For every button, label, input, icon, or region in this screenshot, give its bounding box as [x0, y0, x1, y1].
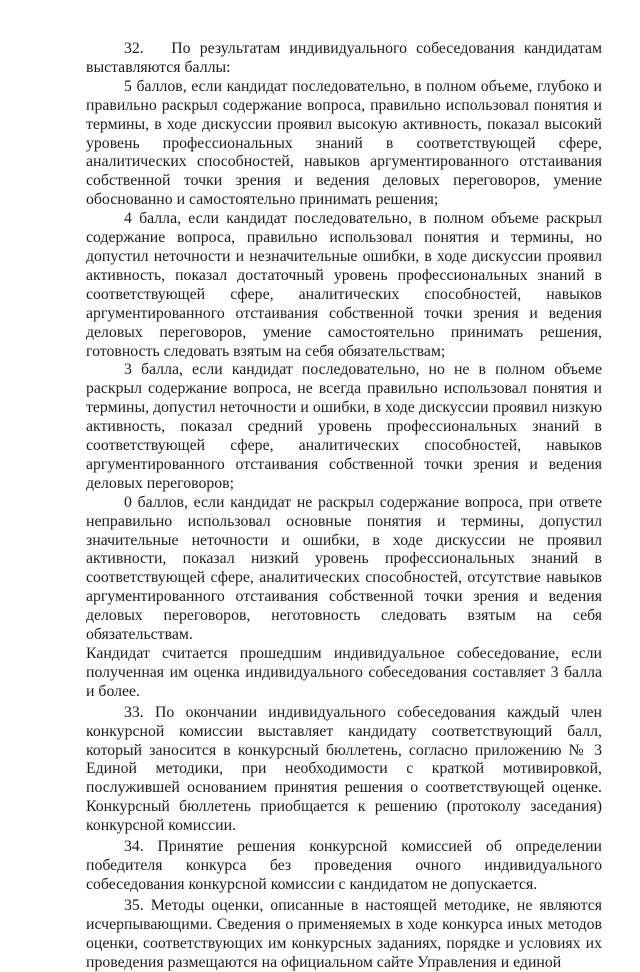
paragraph-pass-condition: Кандидат считается прошедшим индивидуальное собеседование, если полученная им оценка индивидуального собеседования составляет 3 балла и более. — [86, 645, 602, 700]
paragraph-32-intro: 32. По результатам индивидуального собеседования кандидатам выставляются баллы: — [86, 40, 602, 76]
paragraph-score-0: 0 баллов, если кандидат не раскрыл содержание вопроса, при ответе неправильно использовал основные понятия и термины, допустил значительные неточности и ошибки, в ходе дискуссии не проявил активности, показал низкий уровень профессиональных знаний в соответствующей сфере, аналитических способностей, отсутствие навыков аргументированного отстаивания собственной точки зрения и ведения деловых переговоров, неготовность следовать взятым на себя обязательствам. — [86, 493, 602, 644]
paragraph-score-5: 5 баллов, если кандидат последовательно, в полном объеме, глубоко и правильно раскрыл содержание вопроса, правильно использовал понятия и термины, в ходе дискуссии проявил высокую активность, показал высокий уровень профессиональных знаний в соответствующей сфере, аналитических способностей, навыков аргументированного отстаивания собственной точки зрения и ведения деловых переговоров, умение обоснованно и самостоятельно принимать решения; — [86, 77, 602, 209]
paragraph-33: 33. По окончании индивидуального собеседования каждый член конкурсной комиссии выставляет кандидату соответствующий балл, который заносится в конкурсный бюллетень, согласно приложению № 3 Единой методики, при необходимости с краткой мотивировкой, послужившей основанием принятия решения о соответствующей оценке. Конкурсный бюллетень приобщается к решению (протоколу заседания) конкурсной комиссии. — [86, 703, 602, 835]
paragraph-score-3: 3 балла, если кандидат последовательно, но не в полном объеме раскрыл содержание вопроса, не всегда правильно использовал понятия и термины, допустил неточности и ошибки, в ходе дискуссии проявил низкую активность, показал средний уровень профессиональных знаний в соответствующей сфере, аналитических способностей, навыков аргументированного отстаивания собственной точки зрения и ведения деловых переговоров; — [86, 361, 602, 492]
paragraph-34: 34. Принятие решения конкурсной комиссией об определении победителя конкурса без проведения очного индивидуального собеседования конкурсной комиссии с кандидатом не допускается. — [86, 838, 602, 893]
paragraph-35: 35. Методы оценки, описанные в настоящей методике, не являются исчерпывающими. Сведения о применяемых в ходе конкурса иных методов оценки, соответствующих им конкурсных заданиях, порядке и условиях их проведения размещаются на официальном сайте Управления и единой — [86, 896, 602, 971]
paragraph-score-4: 4 балла, если кандидат последовательно, в полном объеме раскрыл содержание вопроса, правильно использовал понятия и термины, но допустил неточности и незначительные ошибки, в ходе дискуссии проявил активность, показал достаточный уровень профессиональных знаний в соответствующей сфере, аналитических способностей, навыков аргументированного отстаивания собственной точки зрения и ведения деловых переговоров, умение самостоятельно принимать решения, готовность следовать взятым на себя обязательствам; — [86, 210, 602, 360]
